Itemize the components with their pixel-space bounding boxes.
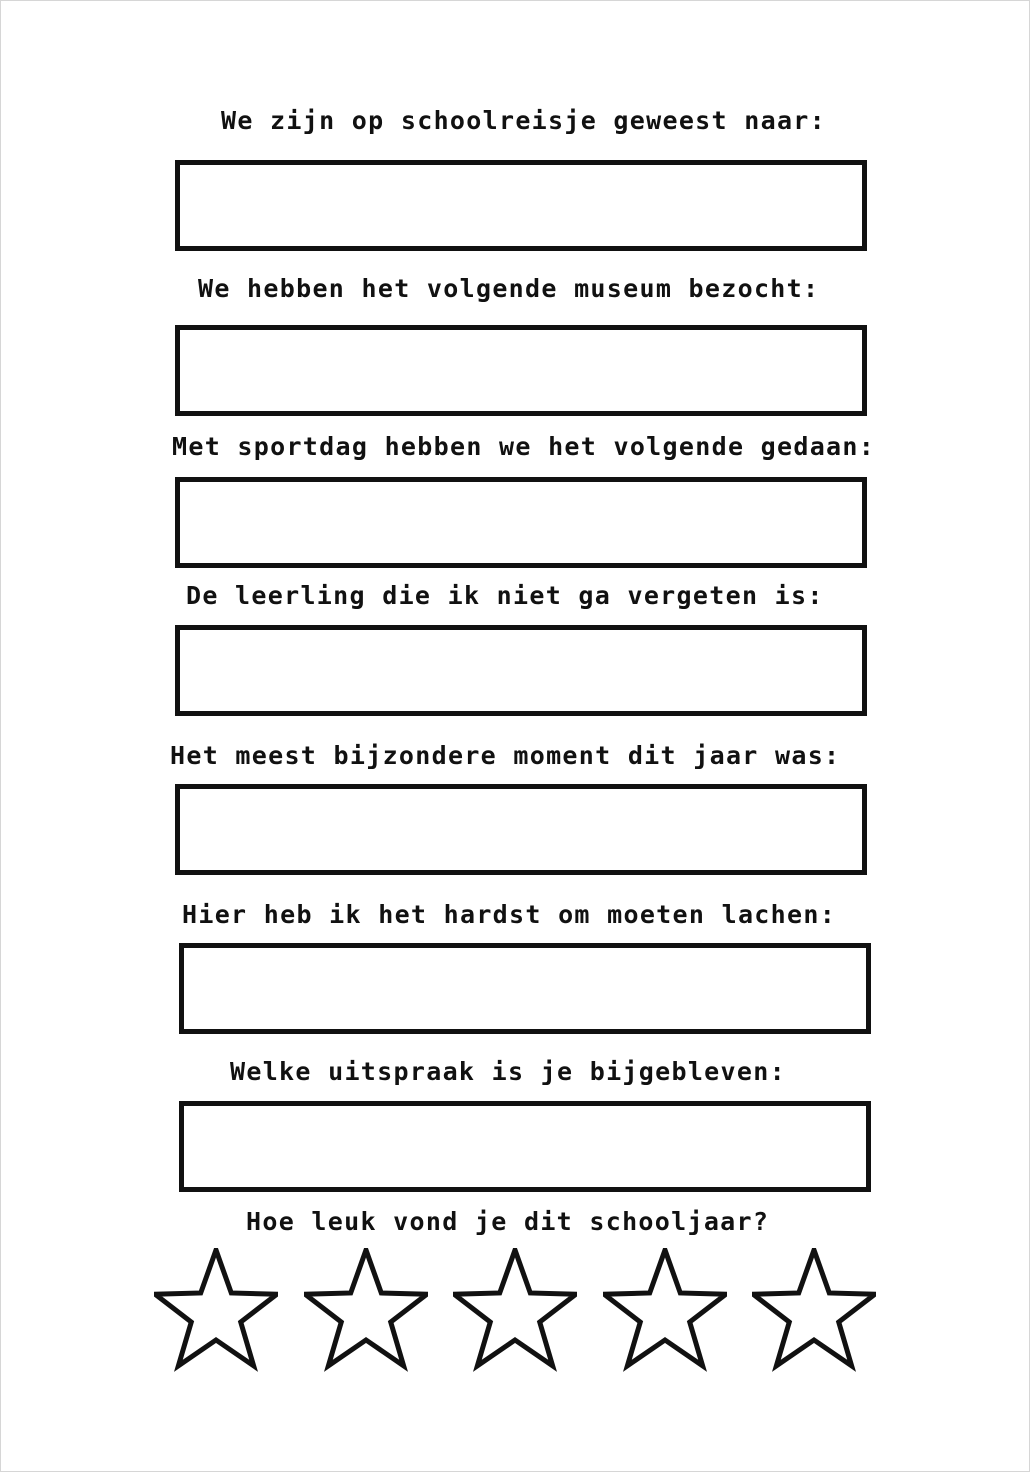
- rating-label: Hoe leuk vond je dit schooljaar?: [246, 1207, 770, 1236]
- question-1-label: We zijn op schoolreisje geweest naar:: [221, 106, 826, 135]
- star-outline-icon[interactable]: [752, 1248, 876, 1372]
- question-6-label: Hier heb ik het hardst om moeten lachen:: [182, 900, 837, 929]
- question-3-answer-box[interactable]: [175, 477, 867, 568]
- question-1-answer-box[interactable]: [175, 160, 867, 251]
- star-outline-icon[interactable]: [603, 1248, 727, 1372]
- question-6-answer-box[interactable]: [179, 943, 871, 1034]
- question-3-label: Met sportdag hebben we het volgende gedaan:: [172, 432, 876, 461]
- question-2-answer-box[interactable]: [175, 325, 867, 416]
- question-7-answer-box[interactable]: [179, 1101, 871, 1192]
- star-outline-icon[interactable]: [154, 1248, 278, 1372]
- question-4-label: De leerling die ik niet ga vergeten is:: [186, 581, 824, 610]
- question-2-label: We hebben het volgende museum bezocht:: [198, 274, 820, 303]
- question-7-label: Welke uitspraak is je bijgebleven:: [230, 1057, 786, 1086]
- star-outline-icon[interactable]: [304, 1248, 428, 1372]
- star-outline-icon[interactable]: [453, 1248, 577, 1372]
- question-4-answer-box[interactable]: [175, 625, 867, 716]
- question-5-answer-box[interactable]: [175, 784, 867, 875]
- question-5-label: Het meest bijzondere moment dit jaar was:: [170, 741, 841, 770]
